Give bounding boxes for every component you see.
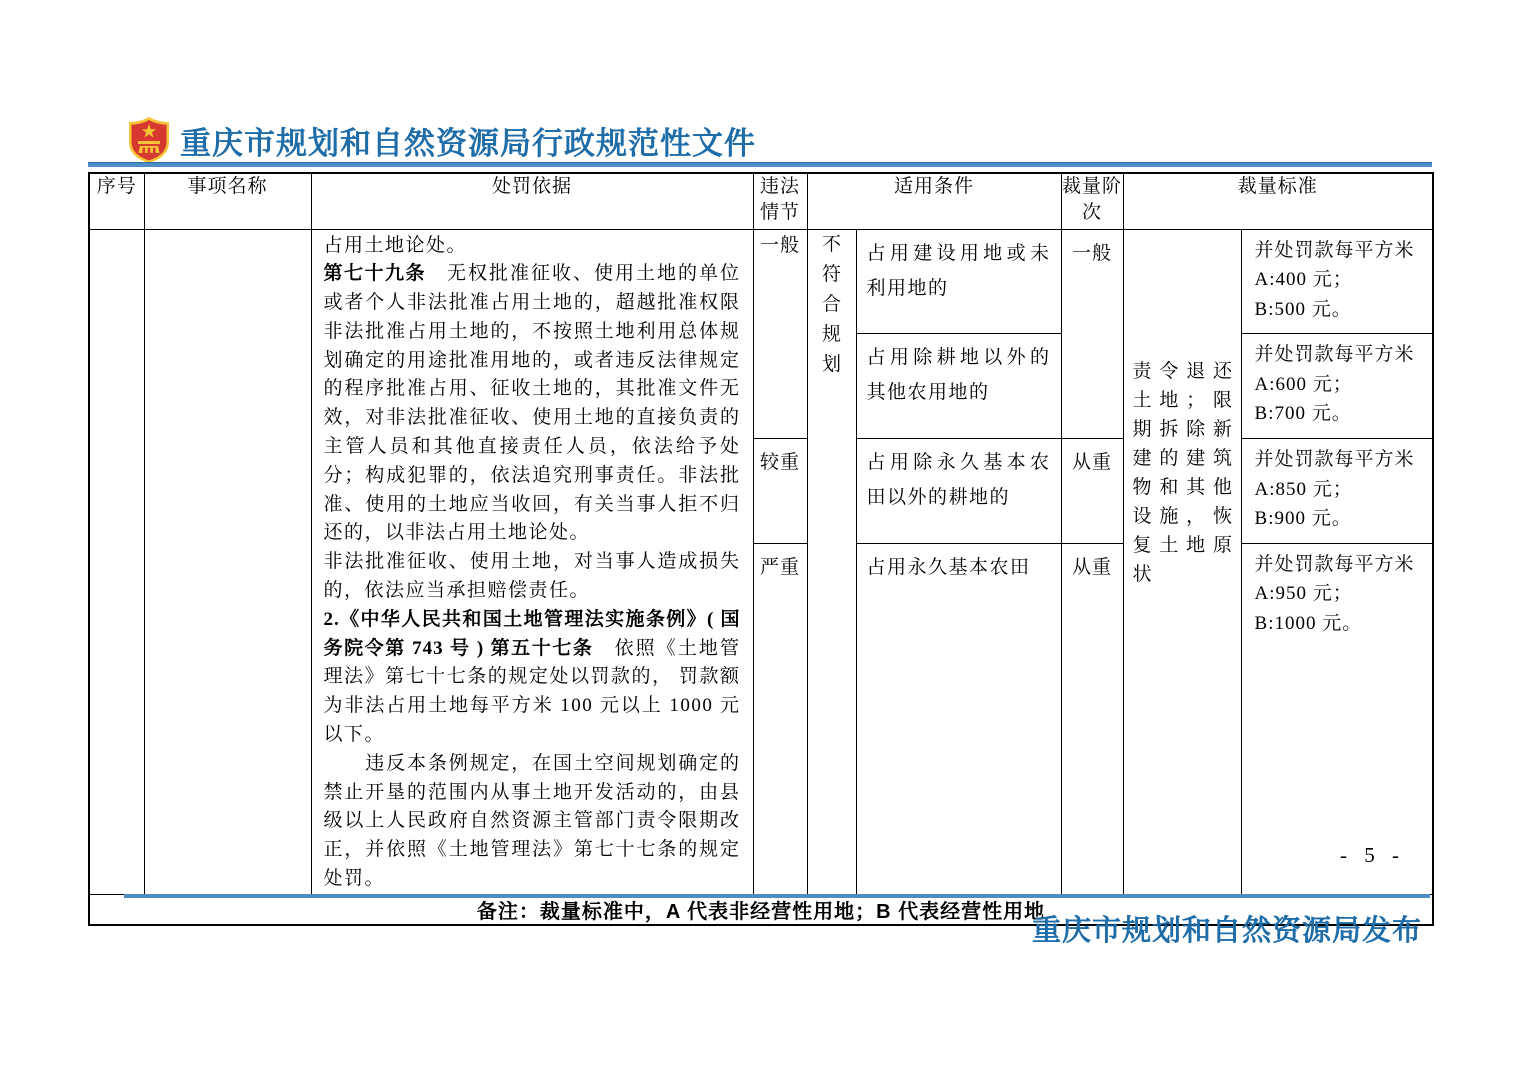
document-header: [128, 116, 756, 164]
standard-line: 并处罚款每平方米: [1254, 553, 1415, 575]
standard-line: B:1000 元。: [1254, 612, 1363, 634]
national-emblem-icon: [128, 116, 170, 164]
plan-condition-cell: [807, 229, 856, 894]
penalty-discretion-table: [88, 172, 1434, 926]
publisher-text: 重庆市规划和自然资源局发布: [1031, 915, 1422, 947]
standard-line: 并处罚款每平方米: [1254, 239, 1415, 261]
col-header-violation-level: 违法情节: [753, 173, 807, 229]
col-header-serial: 序号: [89, 173, 144, 229]
common-measure-cell: 责令退还土地；限期拆除新建的建筑物和其他设施，恢复土地原状: [1123, 229, 1241, 894]
condition-cell: 占用建设用地或未利用地的: [856, 229, 1061, 334]
condition-cell: 占用除永久基本农田以外的耕地的: [856, 439, 1061, 544]
item-name-cell: [144, 229, 311, 894]
discretion-stage-cell: 从重: [1061, 543, 1123, 894]
violation-level-cell: 一般: [753, 229, 807, 439]
col-header-item-name: 事项名称: [144, 173, 311, 229]
header-divider: [88, 162, 1432, 167]
page-title: 重庆市规划和自然资源局行政规范性文件: [180, 125, 756, 161]
col-header-discretion-standard: 裁量标准: [1123, 173, 1433, 229]
col-header-discretion-stage: 裁量阶次: [1061, 173, 1123, 229]
condition-cell: 占用永久基本农田: [856, 543, 1061, 894]
col-header-applicable-condition: 适用条件: [807, 173, 1061, 229]
condition-cell: 占用除耕地以外的其他农用地的: [856, 334, 1061, 439]
col-header-penalty-basis: 处罚依据: [311, 173, 753, 229]
standard-line: A:400 元；: [1254, 269, 1353, 290]
violation-level-cell: 严重: [753, 543, 807, 894]
standard-cell: [1241, 334, 1433, 439]
penalty-basis-cell: 占用土地论处。 第七十九条 无权批准征收、使用土地的单位或者个人非法批准占用土地的，超越批准权限非法批准占用土地的，不按照土地利用总体规划确定的用途批准用地的，或者违反法律规定的程序批准占用、征收土地的，其批准文件无效，对非法批准征收、使用土地的直接负责的主管人员和其他直接责任人员，依法给予处分；构成犯罪的，依法追究刑事责任。非法批准、使用的土地应当收回，有关当事人拒不归还的，以非法占用土地论处。 非法批准征收、使用土地，对当事人造成损失的，依法应当承担赔偿责任。 2.《中华人民共和国土地管理法实施条例》( 国务院令第 743 号 ) 第五十七条 依照《土地管理法》第七十七条的规定处以罚款的， 罚款额为非法占用土地每平方米 100 元以上 1000 元以下。 违反本条例规定，在国土空间规划确定的禁止开垦的范围内从事土地开发活动的，由县级以上人民政府自然资源主管部门责令限期改正，并依照《土地管理法》第七十七条的规定处罚。: [311, 229, 753, 894]
plan-condition-text: 不符合规划: [821, 233, 841, 375]
standard-line: A:600 元；: [1254, 373, 1353, 395]
standard-line: A:950 元；: [1254, 583, 1353, 605]
standard-line: B:700 元。: [1254, 403, 1352, 425]
note-text: 备注：裁量标准中，A 代表非经营性用地；B 代表经营性用地: [89, 894, 1433, 925]
table-row: [89, 229, 1433, 334]
table-header-row: [89, 173, 1433, 229]
standard-line: B:900 元。: [1254, 508, 1352, 529]
standard-line: B:500 元。: [1254, 298, 1352, 320]
discretion-stage-cell: 从重: [1061, 439, 1123, 544]
standard-line: 并处罚款每平方米: [1254, 449, 1415, 470]
standard-cell: [1241, 543, 1433, 894]
standard-cell: [1241, 439, 1433, 544]
standard-line: 并处罚款每平方米: [1254, 344, 1415, 366]
standard-line: A:850 元；: [1254, 478, 1353, 500]
page-number: - 5 -: [1340, 843, 1405, 867]
violation-level-cell: 较重: [753, 439, 807, 544]
standard-cell: [1241, 229, 1433, 334]
discretion-stage-cell: 一般: [1061, 229, 1123, 439]
footer-divider: [124, 894, 1430, 898]
serial-cell: [89, 229, 144, 894]
